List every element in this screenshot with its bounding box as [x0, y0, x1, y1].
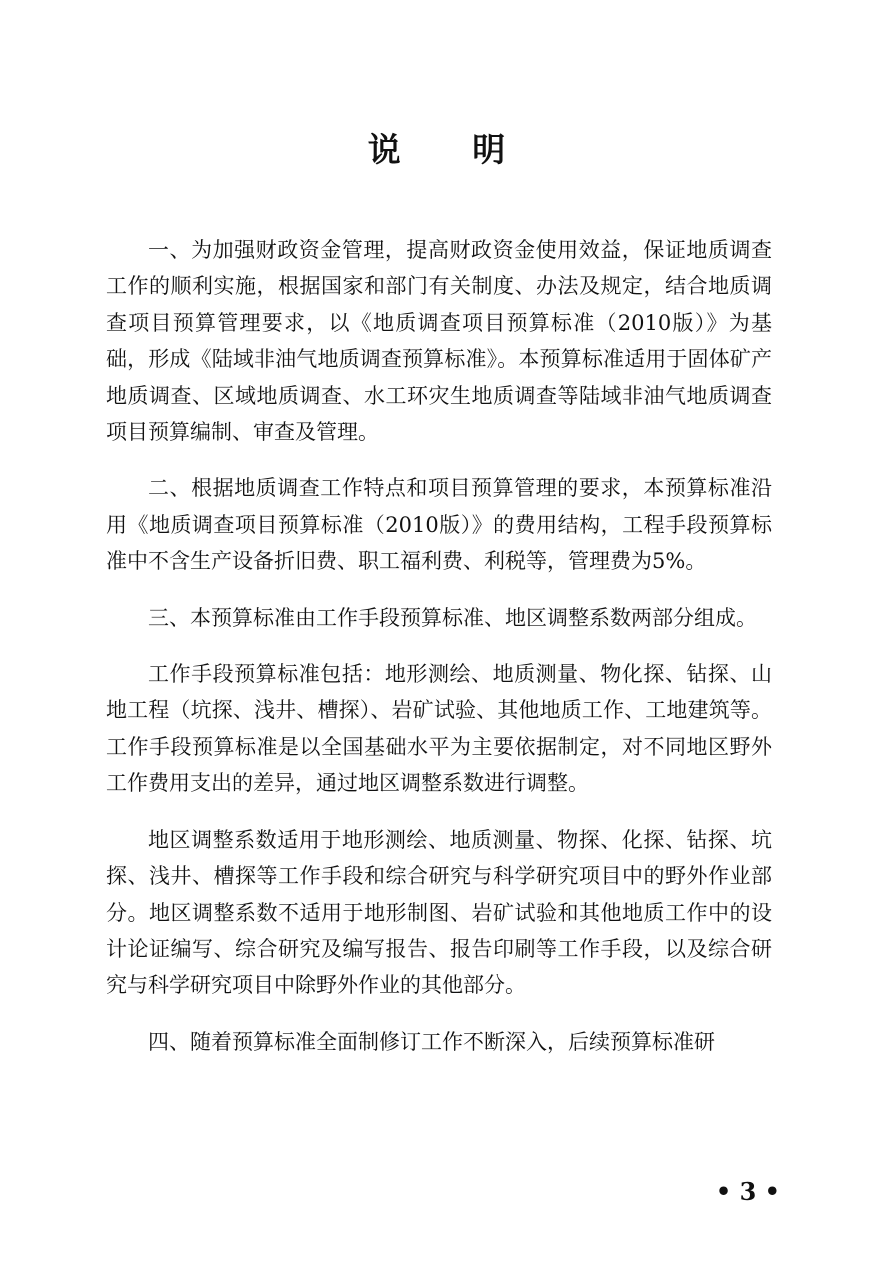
paragraph-1: 一、为加强财政资金管理，提高财政资金使用效益，保证地质调查工作的顺利实施，根据国家和部门有关制度、办法及规定，结合地质调查项目预算管理要求，以《地质调查项目预算标准（2010版）》为基础，形成《陆域非油气地质调查预算标准》。本预算标准适用于固体矿产地质调查、区域地质调查、水工环灾生地质调查等陆域非油气地质调查项目预算编制、审查及管理。 [106, 238, 772, 445]
paragraph-4: 工作手段预算标准包括：地形测绘、地质测量、物化探、钻探、山地工程（坑探、浅井、槽探）、岩矿试验、其他地质工作、工地建筑等。工作手段预算标准是以全国基础水平为主要依据制定，对不同地区野外工作费用支出的差异，通过地区调整系数进行调整。 [106, 662, 772, 796]
paragraph-3: 三、本预算标准由工作手段预算标准、地区调整系数两部分组成。 [148, 605, 757, 630]
paragraph-2: 二、根据地质调查工作特点和项目预算管理的要求，本预算标准沿用《地质调查项目预算标准（2010版）》的费用结构，工程手段预算标准中不含生产设备折旧费、职工福利费、利税等，管理费为5%。 [106, 476, 772, 574]
page-number: • 3 • [715, 1177, 780, 1206]
paragraph-6: 四、随着预算标准全面制修订工作不断深入，后续预算标准研 [148, 1029, 715, 1054]
page-title: 说 明 [367, 130, 536, 169]
paragraph-5: 地区调整系数适用于地形测绘、地质测量、物探、化探、钻探、坑探、浅井、槽探等工作手段和综合研究与科学研究项目中的野外作业部分。地区调整系数不适用于地形制图、岩矿试验和其他地质工作中的设计论证编写、综合研究及编写报告、报告印刷等工作手段，以及综合研究与科学研究项目中除野外作业的其他部分。 [106, 827, 772, 998]
body-text [106, 232, 772, 1080]
